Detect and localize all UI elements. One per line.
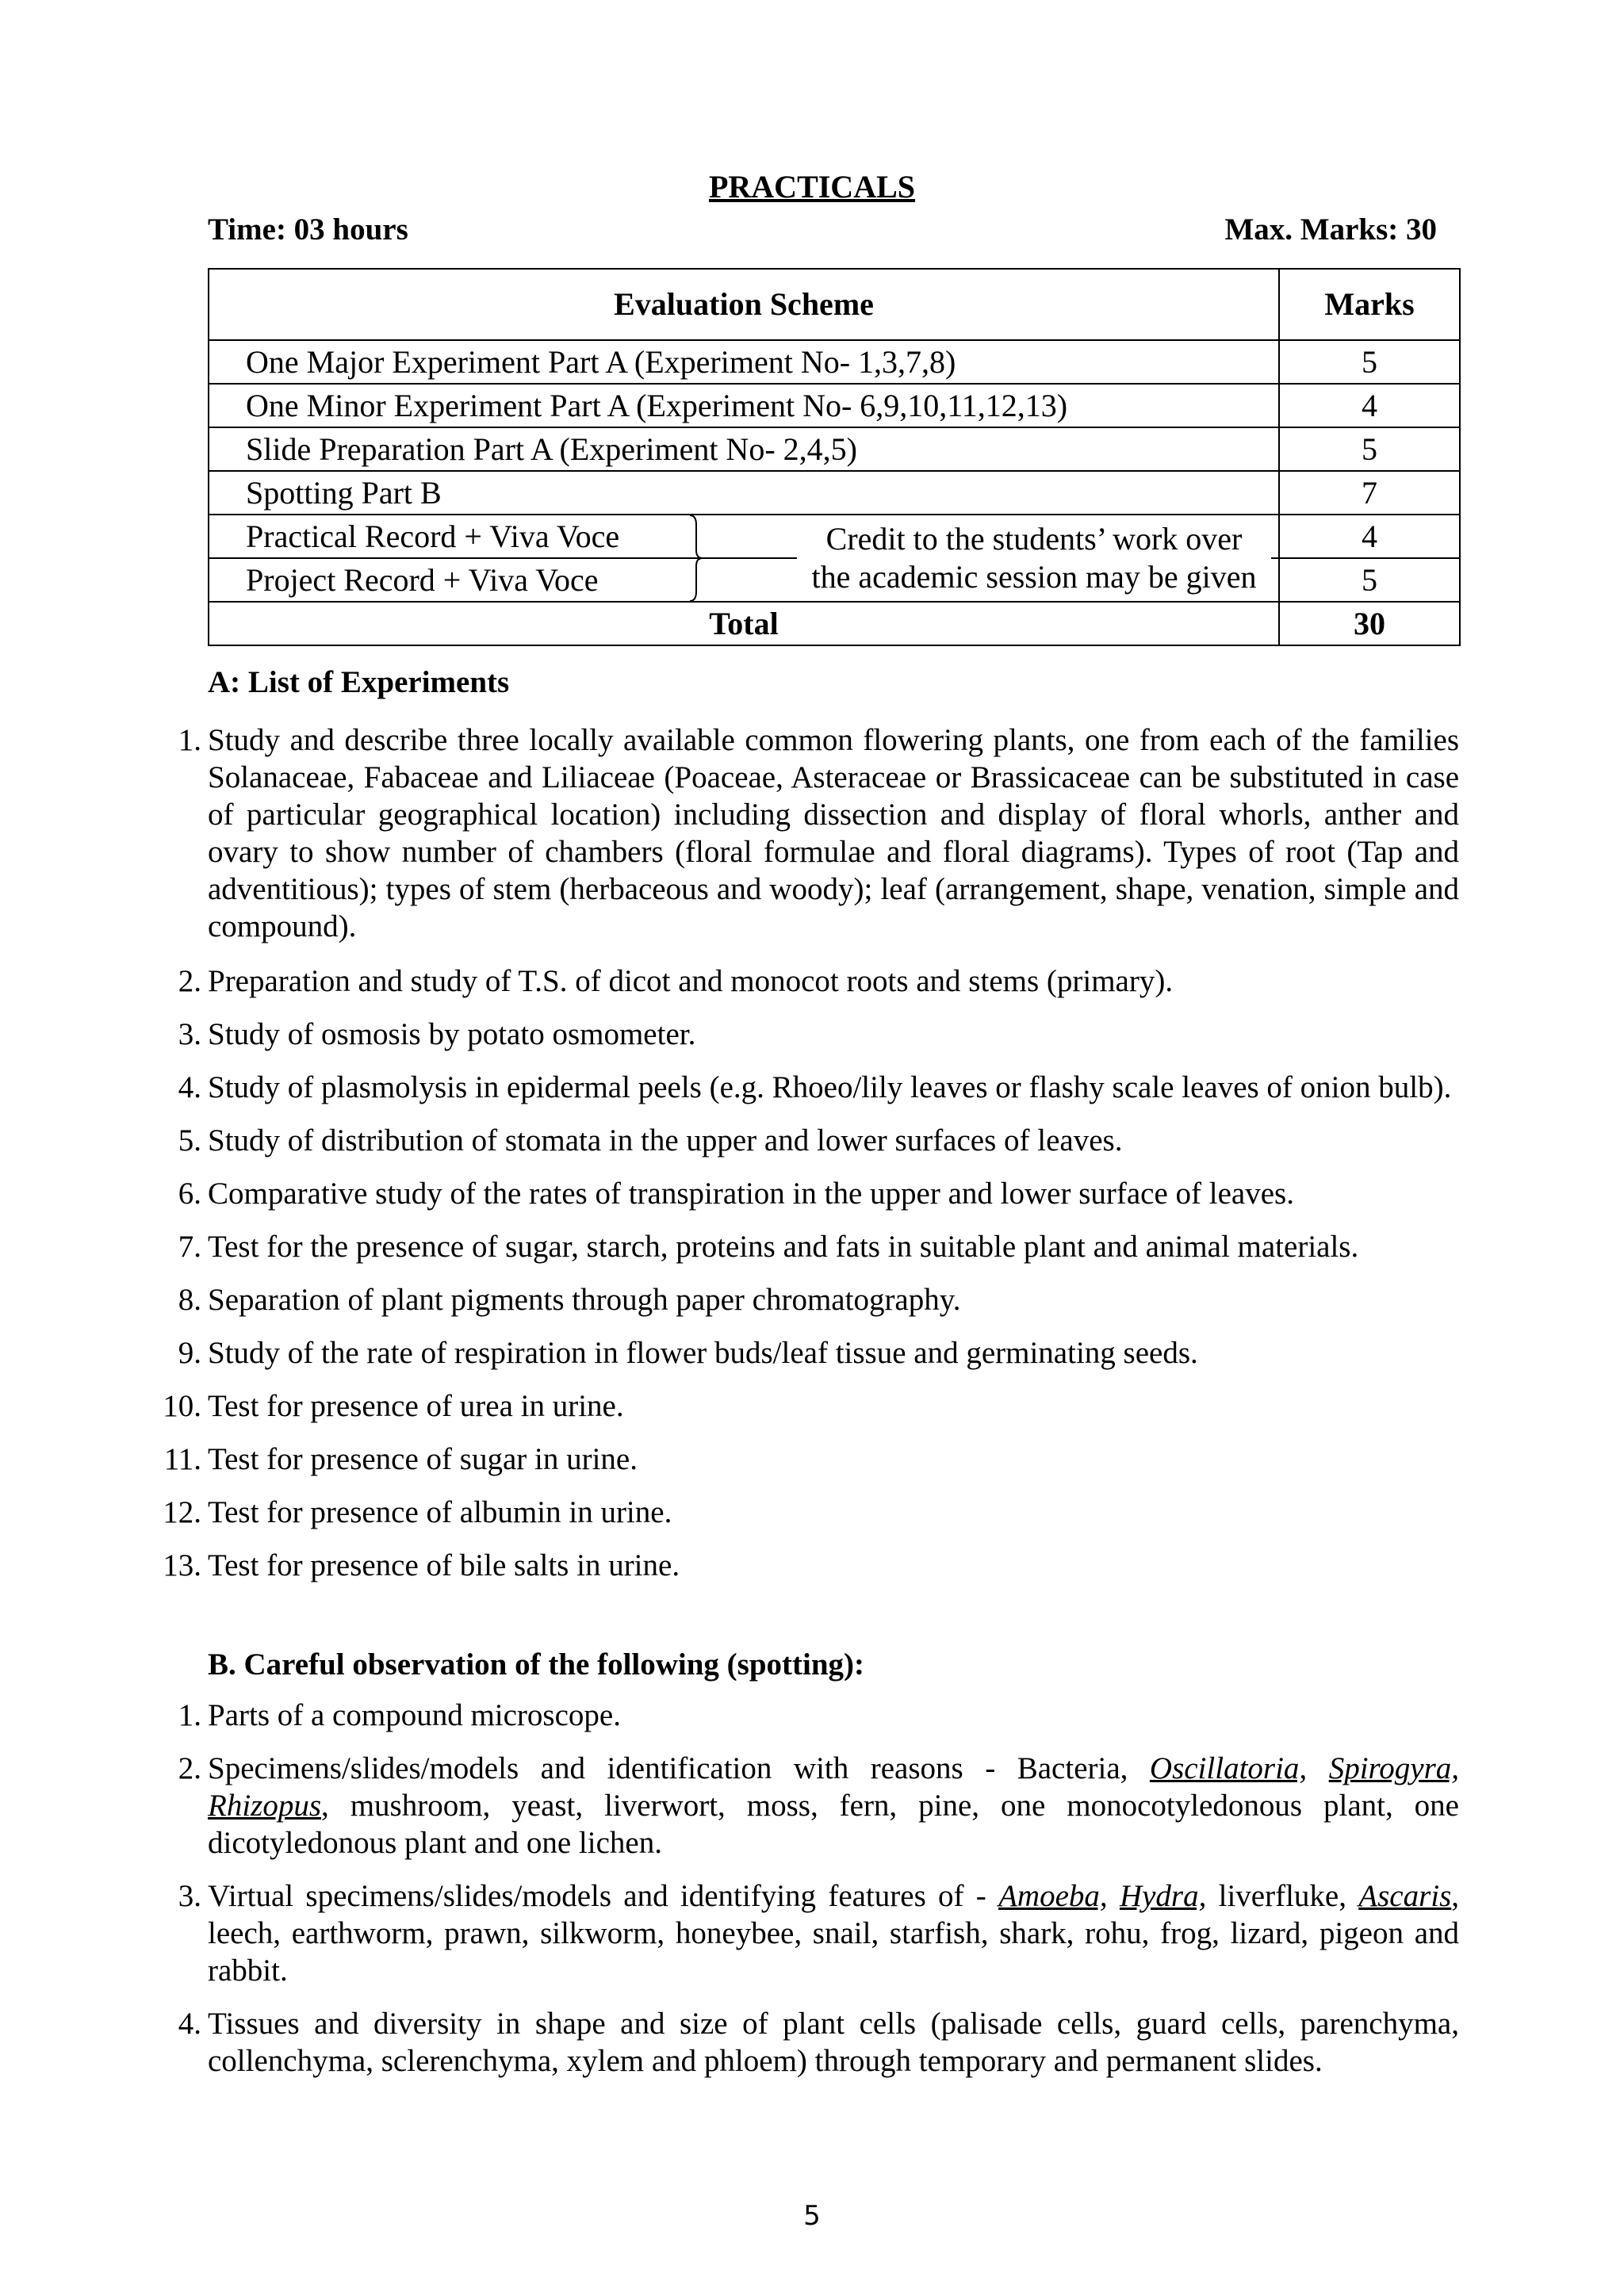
item-text-lead: Specimens/slides/models and identification with reasons - Bacteria, — [208, 1751, 1150, 1785]
credit-note — [797, 520, 1271, 596]
item-text-rest: , mushroom, yeast, liverwort, moss, fern, pine, one monocotyledonous plant, one dicotyledonous plant and one lichen. — [208, 1789, 1459, 1860]
row-label: Slide Preparation Part A (Experiment No- 2,4,5) — [209, 427, 1279, 471]
row-label: Practical Record + Viva Voce — [209, 515, 1279, 558]
item-number: 4. — [178, 2007, 201, 2041]
species-name: Amoeba, — [998, 1879, 1108, 1913]
list-item — [151, 1334, 1459, 1372]
item-number: 10. — [163, 1389, 201, 1423]
item-number: 7. — [178, 1230, 201, 1264]
item-text: Test for presence of urea in urine. — [208, 1389, 624, 1423]
item-number: 12. — [163, 1495, 201, 1529]
table-header-row — [209, 269, 1460, 340]
list-item — [151, 1387, 1459, 1425]
row-marks: 5 — [1279, 340, 1460, 384]
item-text: Parts of a compound microscope. — [208, 1698, 621, 1732]
list-item — [151, 962, 1459, 1000]
row-label: Spotting Part B — [209, 471, 1279, 515]
species-name: Rhizopus — [208, 1789, 322, 1823]
item-text: Study of plasmolysis in epidermal peels (e.g. Rhoeo/lily leaves or flashy scale leaves of onion bulb). — [208, 1070, 1452, 1104]
row-marks: 4 — [1279, 515, 1460, 558]
item-text: Test for presence of sugar in urine. — [208, 1442, 638, 1476]
max-marks-label: Max. Marks: 30 — [1224, 212, 1437, 247]
species-name: Oscillatoria, — [1149, 1751, 1308, 1785]
spotting-list — [151, 1697, 1459, 2095]
item-number: 11. — [163, 1442, 201, 1476]
item-text: Comparative study of the rates of transpiration in the upper and lower surface of leaves. — [208, 1177, 1294, 1211]
list-item — [151, 1069, 1459, 1106]
item-text: Test for the presence of sugar, starch, proteins and fats in suitable plant and animal materials. — [208, 1230, 1359, 1264]
credit-note-line1: Credit to the students’ work over — [825, 521, 1243, 557]
item-text: Test for presence of bile salts in urine. — [208, 1548, 680, 1582]
item-text: Test for presence of albumin in urine. — [208, 1495, 672, 1529]
item-text-lead: Virtual specimens/slides/models and identifying features of - — [208, 1879, 999, 1913]
list-item — [151, 1547, 1459, 1584]
list-item — [151, 1228, 1459, 1265]
list-item — [151, 1494, 1459, 1531]
section-a-heading: A: List of Experiments — [208, 665, 510, 699]
time-marks-row — [208, 212, 1437, 247]
item-text: Study of distribution of stomata in the upper and lower surfaces of leaves. — [208, 1123, 1123, 1158]
experiment-list — [151, 721, 1459, 1600]
item-number: 13. — [163, 1548, 201, 1582]
row-marks: 5 — [1279, 427, 1460, 471]
page-number: 5 — [803, 2200, 821, 2232]
table-row — [209, 384, 1460, 427]
species-name: Spirogyra, — [1328, 1751, 1459, 1785]
table-row — [209, 471, 1460, 515]
item-text: Tissues and diversity in shape and size of plant cells (palisade cells, guard cells, parenchyma, collenchyma, sclerenchyma, xylem and phloem) through temporary and permanent slides. — [208, 2007, 1459, 2078]
item-number: 1. — [178, 1698, 201, 1732]
credit-note-line2: the academic session may be given — [811, 559, 1257, 595]
item-number: 2. — [178, 964, 201, 998]
item-number: 9. — [178, 1336, 201, 1370]
list-item — [151, 1441, 1459, 1478]
item-text: Study of the rate of respiration in flower buds/leaf tissue and germinating seeds. — [208, 1336, 1198, 1370]
table-row — [209, 427, 1460, 471]
item-text-rest: , leech, earthworm, prawn, silkworm, honeybee, snail, starfish, shark, rohu, frog, lizard, pigeon and rabbit. — [208, 1879, 1460, 1988]
item-number: 6. — [178, 1177, 201, 1211]
list-item — [151, 1175, 1459, 1212]
page-title: PRACTICALS — [708, 169, 916, 205]
row-label: Project Record + Viva Voce — [209, 558, 1279, 602]
list-item — [151, 1122, 1459, 1159]
item-text: Preparation and study of T.S. of dicot and monocot roots and stems (primary). — [208, 964, 1174, 998]
list-item — [151, 1750, 1459, 1862]
item-number: 4. — [178, 1070, 201, 1104]
brace-icon — [688, 514, 704, 603]
list-item — [151, 2005, 1459, 2080]
item-text: Study of osmosis by potato osmometer. — [208, 1017, 696, 1051]
header-evaluation-scheme: Evaluation Scheme — [209, 269, 1279, 340]
list-item — [151, 1877, 1459, 1989]
item-text: Study and describe three locally available common flowering plants, one from each of the families Solanaceae, Fabaceae and Liliaceae (Poaceae, Asteraceae or Brassicaceae can be substituted in case of particular geographical location) including dissection and display of floral whorls, anther and ovary to show number of chambers (floral formulae and floral diagrams). Types of root (Tap and adventitious); types of stem (herbaceous and woody); leaf (arrangement, shape, venation, simple and compound). — [208, 723, 1459, 943]
table-total-row — [209, 602, 1460, 645]
species-name: Ascaris — [1358, 1879, 1452, 1913]
list-item — [151, 1697, 1459, 1734]
total-marks: 30 — [1279, 602, 1460, 645]
row-marks: 5 — [1279, 558, 1460, 602]
section-b-heading: B. Careful observation of the following (spotting): — [208, 1647, 865, 1682]
item-text: Separation of plant pigments through paper chromatography. — [208, 1283, 961, 1317]
row-marks: 4 — [1279, 384, 1460, 427]
list-item — [151, 1016, 1459, 1053]
item-number: 8. — [178, 1283, 201, 1317]
table-row — [209, 340, 1460, 384]
item-number: 2. — [178, 1751, 201, 1785]
credit-connector-line — [704, 557, 799, 559]
item-number: 3. — [178, 1879, 201, 1913]
row-label: One Minor Experiment Part A (Experiment No- 6,9,10,11,12,13) — [209, 384, 1279, 427]
time-label: Time: 03 hours — [208, 212, 408, 247]
list-item — [151, 1281, 1459, 1318]
species-name: Hydra, — [1119, 1879, 1207, 1913]
row-label: One Major Experiment Part A (Experiment No- 1,3,7,8) — [209, 340, 1279, 384]
item-text-mid: liverfluke, — [1206, 1879, 1359, 1913]
item-number: 3. — [178, 1017, 201, 1051]
header-marks: Marks — [1279, 269, 1460, 340]
total-label: Total — [209, 602, 1279, 645]
item-number: 5. — [178, 1123, 201, 1158]
item-number: 1. — [178, 723, 201, 757]
row-marks: 7 — [1279, 471, 1460, 515]
list-item — [151, 721, 1459, 945]
